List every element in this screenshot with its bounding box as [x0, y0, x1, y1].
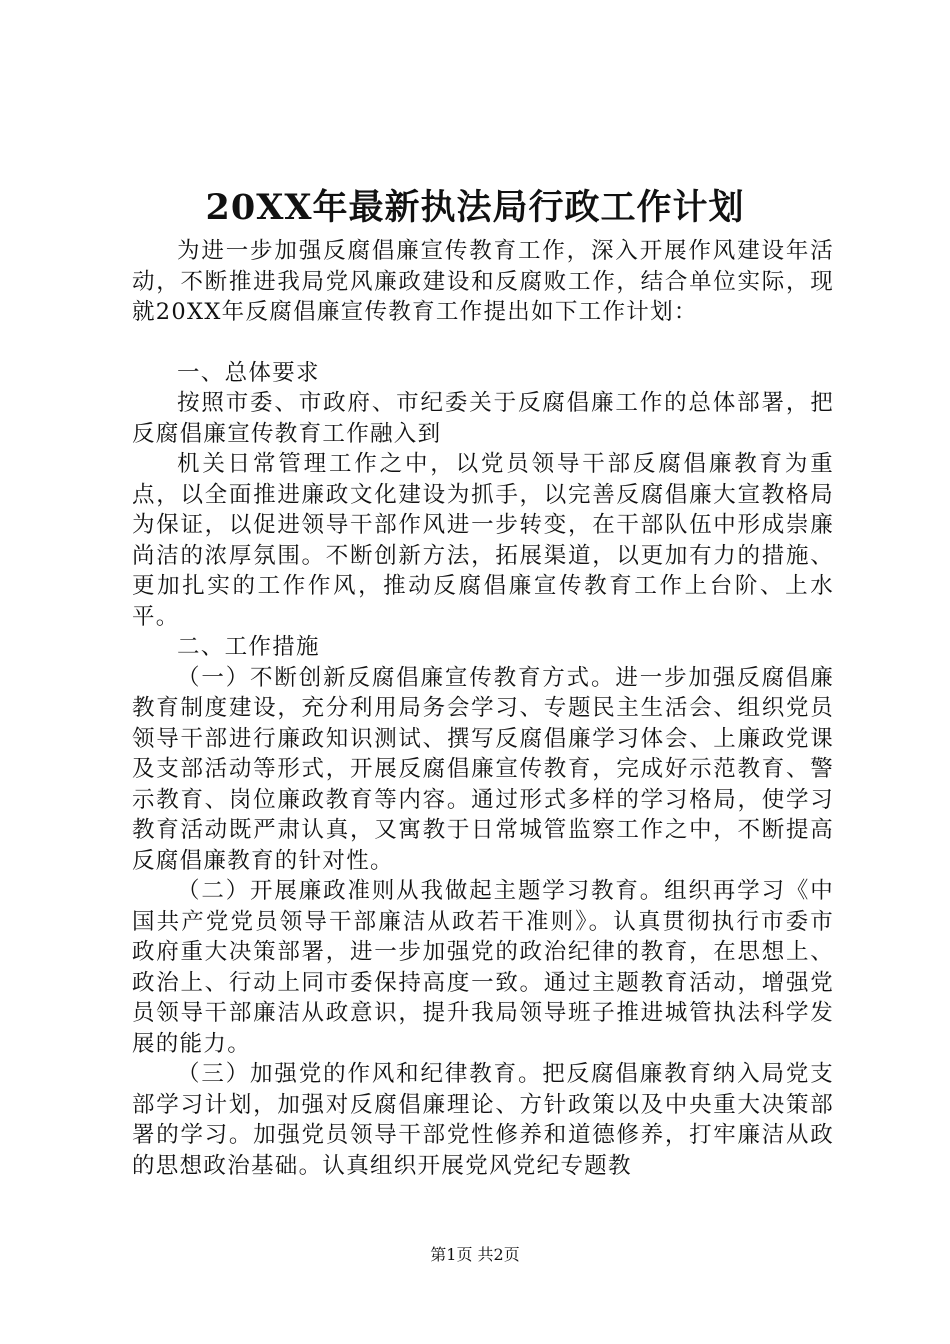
document-body	[132, 236, 834, 1181]
body-paragraph: 机关日常管理工作之中，以党员领导干部反腐倡廉教育为重点，以全面推进廉政文化建设为抓手，以完善反腐倡廉大宣教格局为保证，以促进领导干部作风进一步转变，在干部队伍中形成崇廉尚洁的浓厚氛围。不断创新方法，拓展渠道，以更加有力的措施、更加扎实的工作作风，推动反腐倡廉宣传教育工作上台阶、上水平。	[132, 451, 834, 630]
section-heading-work-measures: 二、工作措施	[177, 634, 320, 660]
body-paragraph: （二）开展廉政准则从我做起主题学习教育。组织再学习《中国共产党党员领导干部廉洁从政若干准则》。认真贯彻执行市委市政府重大决策部署，进一步加强党的政治纪律的教育，在思想上、政治上、行动上同市委保持高度一致。通过主题教育活动，增强党员领导干部廉洁从政意识，提升我局领导班子推进城管执法科学发展的能力。	[132, 878, 834, 1057]
document-title: 20XX年最新执法局行政工作计划	[205, 187, 745, 228]
intro-paragraph: 为进一步加强反腐倡廉宣传教育工作，深入开展作风建设年活动，不断推进我局党风廉政建设和反腐败工作，结合单位实际，现就20XX年反腐倡廉宣传教育工作提出如下工作计划：	[132, 238, 834, 325]
body-paragraph: 按照市委、市政府、市纪委关于反腐倡廉工作的总体部署，把反腐倡廉宣传教育工作融入到	[132, 390, 834, 447]
body-paragraph: （三）加强党的作风和纪律教育。把反腐倡廉教育纳入局党支部学习计划，加强对反腐倡廉理论、方针政策以及中央重大决策部署的学习。加强党员领导干部党性修养和道德修养，打牢廉洁从政的思想政治基础。认真组织开展党风党纪专题教	[132, 1061, 834, 1179]
body-paragraph: （一）不断创新反腐倡廉宣传教育方式。进一步加强反腐倡廉教育制度建设，充分利用局务会学习、专题民主生活会、组织党员领导干部进行廉政知识测试、撰写反腐倡廉学习体会、上廉政党课及支部活动等形式，开展反腐倡廉宣传教育，完成好示范教育、警示教育、岗位廉政教育等内容。通过形式多样的学习格局，使学习教育活动既严肃认真，又寓教于日常城管监察工作之中，不断提高反腐倡廉教育的针对性。	[132, 664, 834, 874]
section-heading-general-requirements: 一、总体要求	[177, 359, 320, 386]
page-footer: 第1页 共2页	[430, 1245, 520, 1264]
